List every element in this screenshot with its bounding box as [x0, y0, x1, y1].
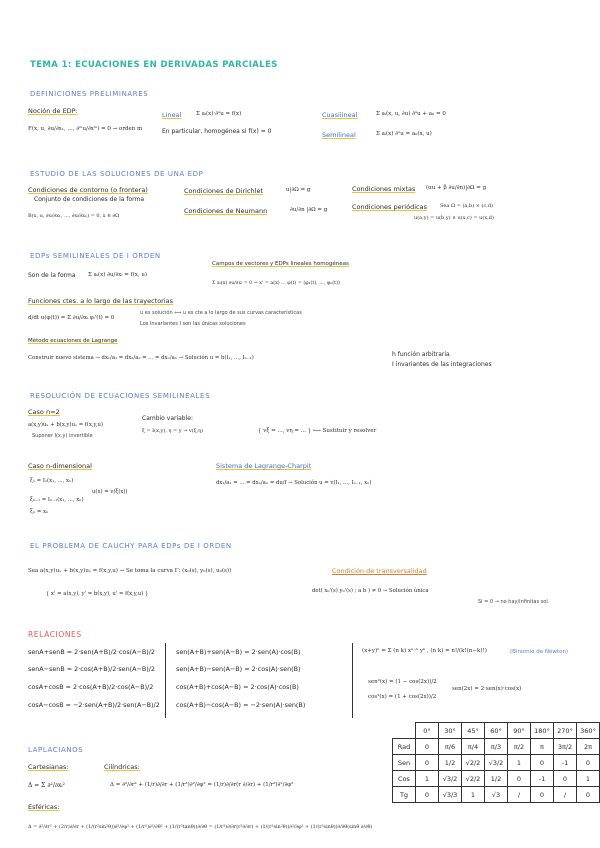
trig-corner — [393, 723, 416, 739]
formula-lagrange-charpit: dx₁/a₁ = ... = dxₙ/aₙ = du/f → Solución u = v(I₁, ..., Iₙ₋₁, xₙ) — [216, 480, 372, 486]
trig-row-label: Rad — [393, 739, 416, 755]
trig-cell: 0 — [554, 771, 577, 787]
note-metodo-1: h función arbitraria — [392, 351, 450, 358]
formula-contorno: B(x, u, ∂u/∂x₁, ..., ∂u/∂xₙ) = 0, x ∈ ∂Ω — [28, 213, 120, 219]
section-heading-definiciones: DEFINICIONES PRELIMINARES — [30, 90, 149, 98]
trig-cell: 0 — [508, 771, 531, 787]
formula-periodicas-2: u(a,y) = u(b,y) ∧ u(x,c) = u(x,d) — [414, 215, 494, 221]
trig-row-label: Tg — [393, 787, 416, 803]
label-caso-2: Caso n=2 — [28, 408, 60, 416]
trig-cell: √2/2 — [462, 771, 485, 787]
trig-cell: 1/2 — [485, 771, 508, 787]
formula-cambio: ξ = I(x,y), η = y → v(ξ,η) — [142, 428, 204, 434]
divider-1 — [165, 643, 166, 718]
formula-caso-2-1: a(x,y)uₓ + b(x,y)uᵧ = f(x,y,u) — [28, 422, 103, 428]
label-caso-n-dimensional: Caso n-dimensional — [28, 462, 92, 470]
formula-ndim-4: u(x) = v(ξ(x)) — [92, 489, 128, 495]
trig-cell: / — [554, 787, 577, 803]
label-son-forma: Son de la forma — [28, 272, 76, 279]
trig-table — [392, 722, 600, 803]
arrow-funciones-2: Los invariantes I son las únicas soluciones — [140, 321, 246, 327]
divider-2 — [352, 643, 353, 718]
trig-cell: 2π — [577, 739, 600, 755]
label-metodo-lagrange: Método ecuaciones de Lagrange — [28, 338, 118, 344]
label-cilindricas: Cilíndricas: — [104, 763, 140, 771]
trig-row-cos — [393, 771, 600, 787]
trig-cell: π/3 — [485, 739, 508, 755]
trig-cell: -1 — [531, 771, 554, 787]
trig-cell: 1 — [462, 787, 485, 803]
relacion-suma-2: senA−senB = 2·cos(A+B)/2·sen(A−B)/2 — [28, 665, 155, 673]
formula-sistema-cauchy: { x' = a(x,y), y' = b(x,y), u' = f(x,y,u) } — [46, 591, 149, 597]
formula-periodicas-1: Sea Ω = (a,b) × (c,d) — [440, 203, 494, 209]
label-campos-vectores: Campos de vectores y EDPs lineales homogéneas — [212, 261, 349, 267]
trig-cell: π/6 — [439, 739, 462, 755]
trig-cell: 1 — [577, 771, 600, 787]
label-transversalidad: Condición de transversalidad — [332, 567, 427, 575]
label-nocion-edp: Noción de EDP: — [28, 107, 78, 115]
label-neumann: Condiciones de Neumann — [184, 207, 268, 215]
formula-cambio-2: { vξ = ..., vη = ... } ⟷ Sustituir y resolver — [258, 428, 377, 434]
relacion-producto-3: cos(A+B)+cos(A−B) = 2·cos(A)·cos(B) — [176, 683, 299, 691]
trig-cell: 0 — [416, 739, 439, 755]
formula-cilindricas: Δ = ∂²/∂r² + (1/r)∂/∂r + (1/r²)∂²/∂φ² = (1/r)∂/∂r(r ∂/∂r) + (1/r²)∂²/∂φ² — [110, 782, 294, 788]
trig-header: 60° — [485, 723, 508, 739]
formula-lineal: Σ aᵢ(x)·∂ᵅu = f(x) — [196, 111, 242, 117]
relacion-producto-1: sen(A+B)+sen(A−B) = 2·sen(A)·cos(B) — [176, 648, 301, 656]
section-heading-cauchy: EL PROBLEMA DE CAUCHY PARA EDPs DE I ORDEN — [30, 542, 232, 550]
formula-ndim-1: ξ₁ = I₁(x₁, ..., xₙ) — [30, 478, 74, 484]
formula-son-forma: Σ aᵢ(x) ∂u/∂xᵢ = f(x, u) — [88, 272, 148, 278]
trig-cell: 1 — [508, 755, 531, 771]
label-cambio-variable: Cambio variable: — [142, 415, 193, 422]
section-heading-resolucion: RESOLUCIÓN DE ECUACIONES SEMILINEALES — [30, 392, 211, 400]
trig-cell: π/2 — [508, 739, 531, 755]
trig-cell: √3 — [485, 787, 508, 803]
trig-header-row — [393, 723, 600, 739]
formula-cauchy: Sea a(x,y)uₓ + b(x,y)uᵧ = f(x,y,u) → Se toma la curva Γ: (x₀(s), y₀(s), u₀(s)) — [28, 568, 232, 574]
trig-row-label: Sen — [393, 755, 416, 771]
note-homogenea: En particular, homogénea si f(x) = 0 — [162, 128, 272, 135]
section-heading-relaciones: RELACIONES — [28, 630, 82, 639]
sub-contorno: Conjunto de condiciones de la forma — [34, 196, 145, 203]
formula-binomio: (x+y)ⁿ = Σ (n k) xⁿ⁻ᵏ yᵏ , (n k) = n!/(k!(n−k)!) — [362, 648, 487, 654]
trig-cell: π — [531, 739, 554, 755]
trig-cell: -1 — [554, 755, 577, 771]
section-heading-semilineales: EDPs SEMILINEALES DE I ORDEN — [30, 252, 161, 260]
formula-cuasilineal: Σ aᵢ(x, u, ∂u) ∂ᵅu + a₀ = 0 — [376, 111, 446, 117]
trig-cell: 0 — [531, 787, 554, 803]
trig-header: 180° — [531, 723, 554, 739]
trig-cell: 3π/2 — [554, 739, 577, 755]
trig-header: 45° — [462, 723, 485, 739]
trig-cell: 1 — [416, 771, 439, 787]
relacion-producto-2: sen(A+B)−sen(A−B) = 2·cos(A)·sen(B) — [176, 665, 301, 673]
arrow-funciones-1: u es solución ⟺ u es cte a lo largo de sus curvas características — [140, 310, 302, 316]
formula-nocion-edp: F(x, u, ∂u/∂x₁, ..., ∂ᵐu/∂xᵐ) = 0 → orden m — [28, 126, 143, 132]
label-lineal: Lineal — [162, 111, 182, 119]
label-contorno: Condiciones de contorno (o frontera) — [28, 186, 148, 194]
trig-cell: 0 — [416, 787, 439, 803]
formula-metodo: Construir nuevo sistema → dx₁/a₁ = dx₂/a₂ = ... = dxₙ/aₙ → Solución u = h(I₁, ..., Iₙ₋₁) — [28, 355, 254, 361]
label-periodicas: Condiciones periódicas — [352, 203, 427, 211]
note-metodo-2: I invariantes de las integraciones — [392, 361, 492, 368]
formula-mixtas: (αu + β ∂u/∂n)|∂Ω = g — [426, 185, 487, 191]
trig-cell: 0 — [577, 755, 600, 771]
section-heading-laplacianos: LAPLACIANOS — [28, 746, 84, 754]
trig-cell: √3/2 — [439, 771, 462, 787]
trig-header: 0° — [416, 723, 439, 739]
trig-cell: √3/3 — [439, 787, 462, 803]
trig-row-sen — [393, 755, 600, 771]
formula-sen-cuadrado: sen²(x) = (1 − cos(2x))/2 — [368, 679, 437, 685]
formula-sen-doble: sen(2x) = 2·sen(x)·cos(x) — [452, 686, 522, 692]
relacion-producto-4: cos(A+B)−cos(A−B) = −2·sen(A)·sen(B) — [176, 701, 306, 709]
formula-funciones: d/dt u(φ(t)) = Σ ∂u/∂xᵢ φᵢ'(t) = 0 — [28, 315, 115, 321]
formula-dirichlet: u|∂Ω = g — [286, 187, 311, 193]
relacion-suma-3: cosA+cosB = 2·cos(A+B)/2·cos(A−B)/2 — [28, 683, 154, 691]
trig-header: 30° — [439, 723, 462, 739]
trig-header: 270° — [554, 723, 577, 739]
trig-header: 90° — [508, 723, 531, 739]
label-lagrange-charpit: Sistema de Lagrange-Charpit — [216, 462, 312, 470]
note-transversalidad: Si = 0 → no hay/infinitas sol. — [478, 599, 550, 605]
label-cartesianas: Cartesianas: — [28, 763, 69, 771]
formula-cartesianas: Δ = Σ ∂²/∂xᵢ² — [28, 782, 65, 789]
formula-ndim-3: ξₙ = xₙ — [30, 509, 49, 515]
label-binomio-newton: (Binomio de Newton) — [510, 649, 569, 655]
label-mixtas: Condiciones mixtas — [352, 185, 416, 193]
formula-cos-cuadrado: cos²(x) = (1 + cos(2x))/2 — [368, 694, 437, 700]
trig-cell: / — [508, 787, 531, 803]
trig-cell: π/4 — [462, 739, 485, 755]
trig-row-rad — [393, 739, 600, 755]
trig-row-label: Cos — [393, 771, 416, 787]
formula-neumann: ∂u/∂n |∂Ω = g — [290, 207, 328, 213]
trig-cell: 1/2 — [439, 755, 462, 771]
label-cuasilineal: Cuasilineal — [322, 111, 358, 119]
page-title: TEMA 1: ECUACIONES EN DERIVADAS PARCIALES — [30, 60, 278, 70]
label-dirichlet: Condiciones de Dirichlet — [184, 187, 264, 195]
label-esfericas: Esféricas: — [28, 803, 60, 811]
relacion-suma-4: cosA−cosB = −2·sen(A+B)/2·sen(A−B)/2 — [28, 701, 160, 709]
trig-row-tg — [393, 787, 600, 803]
label-semilineal: Semilineal — [322, 131, 356, 139]
label-funciones-ctes: Funciones ctes. a lo largo de las trayectorias — [28, 297, 174, 305]
trig-cell: 0 — [531, 755, 554, 771]
trig-cell: 0 — [577, 787, 600, 803]
formula-semilineal: Σ aᵢ(x) ∂ᵅu = a₀(x, u) — [376, 131, 432, 137]
formula-campos: Σ aᵢ(x) ∂u/∂xᵢ = 0 → x' = a(x) ... φ(t) = (φ₁(t), ..., φₙ(t)) — [212, 281, 340, 286]
trig-cell: √3/2 — [485, 755, 508, 771]
formula-esfericas: Δ = ∂²/∂r² + (2/r)∂/∂r + (1/(r²sin²θ))∂²/∂φ² + (1/r²)∂²/∂θ² + (1/(r²tanθ))∂/∂θ = (1/r²)∂/∂r(r²∂/∂r) + (1/(r²sin²θ))∂²/∂φ² + (1/(r²sinθ))∂/∂θ(sinθ ∂/∂θ) — [28, 824, 373, 830]
formula-ndim-2: ξₙ₋₁ = Iₙ₋₁(x₁, ..., xₙ) — [30, 497, 84, 503]
trig-cell: √2/2 — [462, 755, 485, 771]
relacion-suma-1: senA+senB = 2·sen(A+B)/2·cos(A−B)/2 — [28, 648, 155, 656]
trig-cell: 0 — [416, 755, 439, 771]
trig-header: 360° — [577, 723, 600, 739]
section-heading-estudio: ESTUDIO DE LAS SOLUCIONES DE UNA EDP — [30, 170, 204, 178]
formula-caso-2-2: Suponer I(x,y) invertible — [32, 433, 93, 439]
formula-transversalidad: det( x₀'(s) y₀'(s) ; a b ) ≠ 0 → Solución única — [312, 588, 429, 594]
